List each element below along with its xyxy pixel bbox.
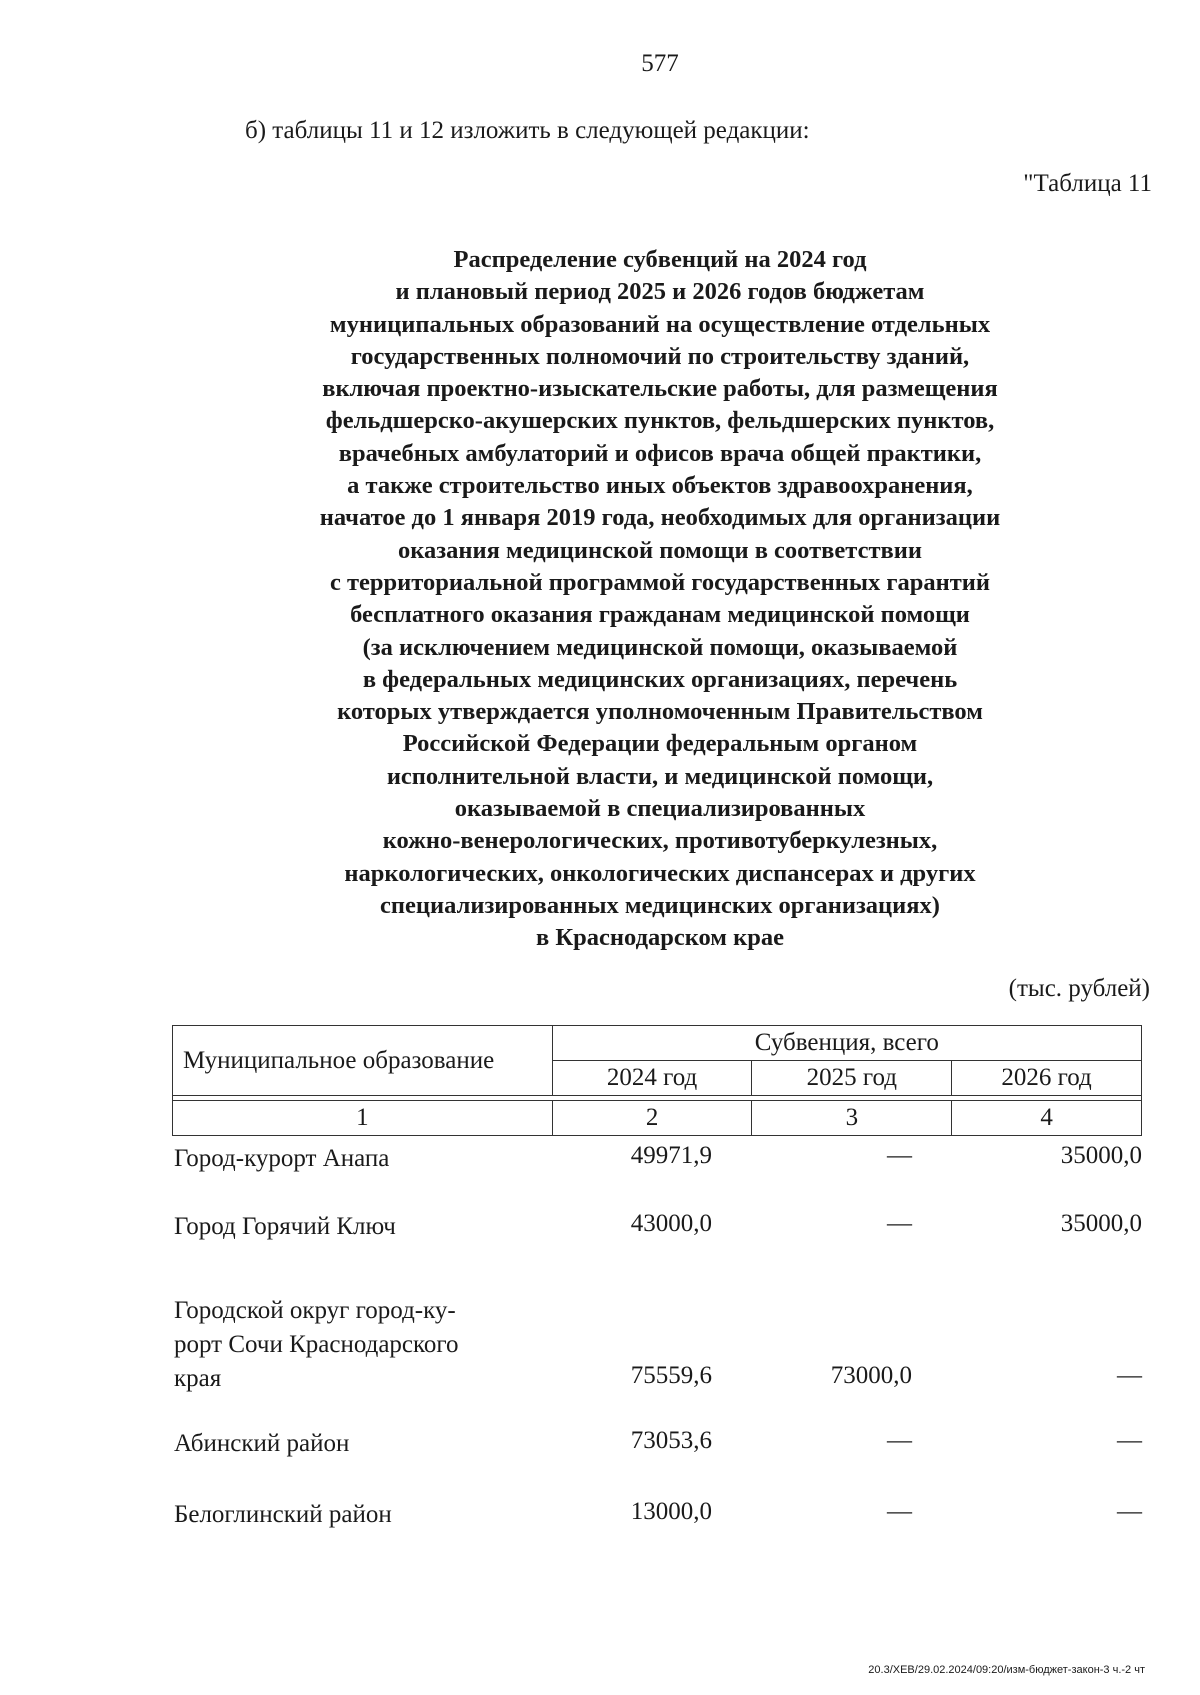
page-number: 577 — [641, 50, 679, 77]
intro-text: б) таблицы 11 и 12 изложить в следующей редакции: — [245, 117, 810, 144]
title-line: фельдшерско-акушерских пунктов, фельдшерских пунктов, — [325, 407, 995, 435]
title-line: которых утверждается уполномоченным Правительством — [337, 698, 983, 726]
title-line: оказываемой в специализированных — [454, 795, 866, 823]
header-year-2024: 2024 год — [552, 1061, 752, 1096]
title-line: муниципальных образований на осуществление отдельных — [329, 310, 991, 338]
value-2026: 35000,0 — [1060, 1142, 1142, 1169]
title-line: специализированных медицинских организациях) — [380, 891, 940, 919]
value-2026: — — [1117, 1498, 1142, 1525]
municipality-name: края — [174, 1365, 222, 1392]
title-line: бесплатного оказания гражданам медицинской помощи — [350, 601, 970, 629]
title-line: и плановый период 2025 и 2026 годов бюджетам — [395, 278, 925, 306]
municipality-name: Городской округ город-ку- — [174, 1297, 456, 1324]
units-label: (тыс. рублей) — [1008, 975, 1150, 1002]
header-municipality: Муниципальное образование — [173, 1026, 553, 1096]
table-label: "Таблица 11 — [1023, 170, 1152, 197]
title-line: врачебных амбулаторий и офисов врача общей практики, — [338, 439, 982, 467]
municipality-name: Город-курорт Анапа — [174, 1145, 390, 1172]
municipality-name: Белоглинский район — [174, 1501, 392, 1528]
title-line: начатое до 1 января 2019 года, необходимых для организации — [319, 504, 1001, 532]
column-number: 2 — [552, 1101, 752, 1136]
title-line: наркологических, онкологических диспансерах и других — [344, 859, 976, 887]
column-number: 1 — [173, 1101, 553, 1136]
title-line: исполнительной власти, и медицинской помощи, — [386, 762, 934, 790]
value-2024: 13000,0 — [630, 1498, 712, 1525]
footer-reference: 20.3/ХЕВ/29.02.2024/09:20/изм-бюджет-закон-3 ч.-2 чт — [868, 1664, 1145, 1676]
title-line: с территориальной программой государственных гарантий — [330, 568, 990, 596]
value-2025: — — [887, 1427, 912, 1454]
municipality-name: Город Горячий Ключ — [174, 1213, 396, 1240]
title-line: в Краснодарском крае — [536, 924, 784, 952]
title-line: государственных полномочий по строительству зданий, — [350, 342, 970, 370]
value-2024: 73053,6 — [630, 1427, 712, 1454]
column-number: 3 — [752, 1101, 952, 1136]
value-2025: — — [887, 1142, 912, 1169]
value-2026: — — [1117, 1427, 1142, 1454]
title-line: Распределение субвенций на 2024 год — [453, 246, 867, 273]
column-number: 4 — [952, 1101, 1142, 1136]
title-line: включая проектно-изыскательские работы, для размещения — [322, 375, 998, 403]
header-year-2025: 2025 год — [752, 1061, 952, 1096]
title-line: кожно-венерологических, противотуберкулезных, — [382, 827, 938, 855]
municipality-name: Абинский район — [174, 1430, 350, 1457]
title-line: а также строительство иных объектов здравоохранения, — [347, 472, 973, 500]
title-line: оказания медицинской помощи в соответствии — [398, 536, 922, 564]
title-line: (за исключением медицинской помощи, оказываемой — [362, 633, 958, 661]
title-line: Российской Федерации федеральным органом — [402, 730, 918, 758]
value-2026: — — [1117, 1362, 1142, 1389]
header-year-2026: 2026 год — [952, 1061, 1142, 1096]
value-2025: 73000,0 — [830, 1362, 912, 1389]
subvention-table-header — [172, 1025, 1142, 1136]
municipality-name: рорт Сочи Краснодарского — [174, 1331, 459, 1358]
value-2024: 49971,9 — [630, 1142, 712, 1169]
value-2024: 43000,0 — [630, 1210, 712, 1237]
value-2025: — — [887, 1498, 912, 1525]
value-2025: — — [887, 1210, 912, 1237]
header-subvention-total: Субвенция, всего — [552, 1026, 1141, 1061]
title-line: в федеральных медицинских организациях, перечень — [362, 665, 958, 693]
value-2026: 35000,0 — [1060, 1210, 1142, 1237]
value-2024: 75559,6 — [630, 1362, 712, 1389]
document-title — [200, 244, 1120, 955]
